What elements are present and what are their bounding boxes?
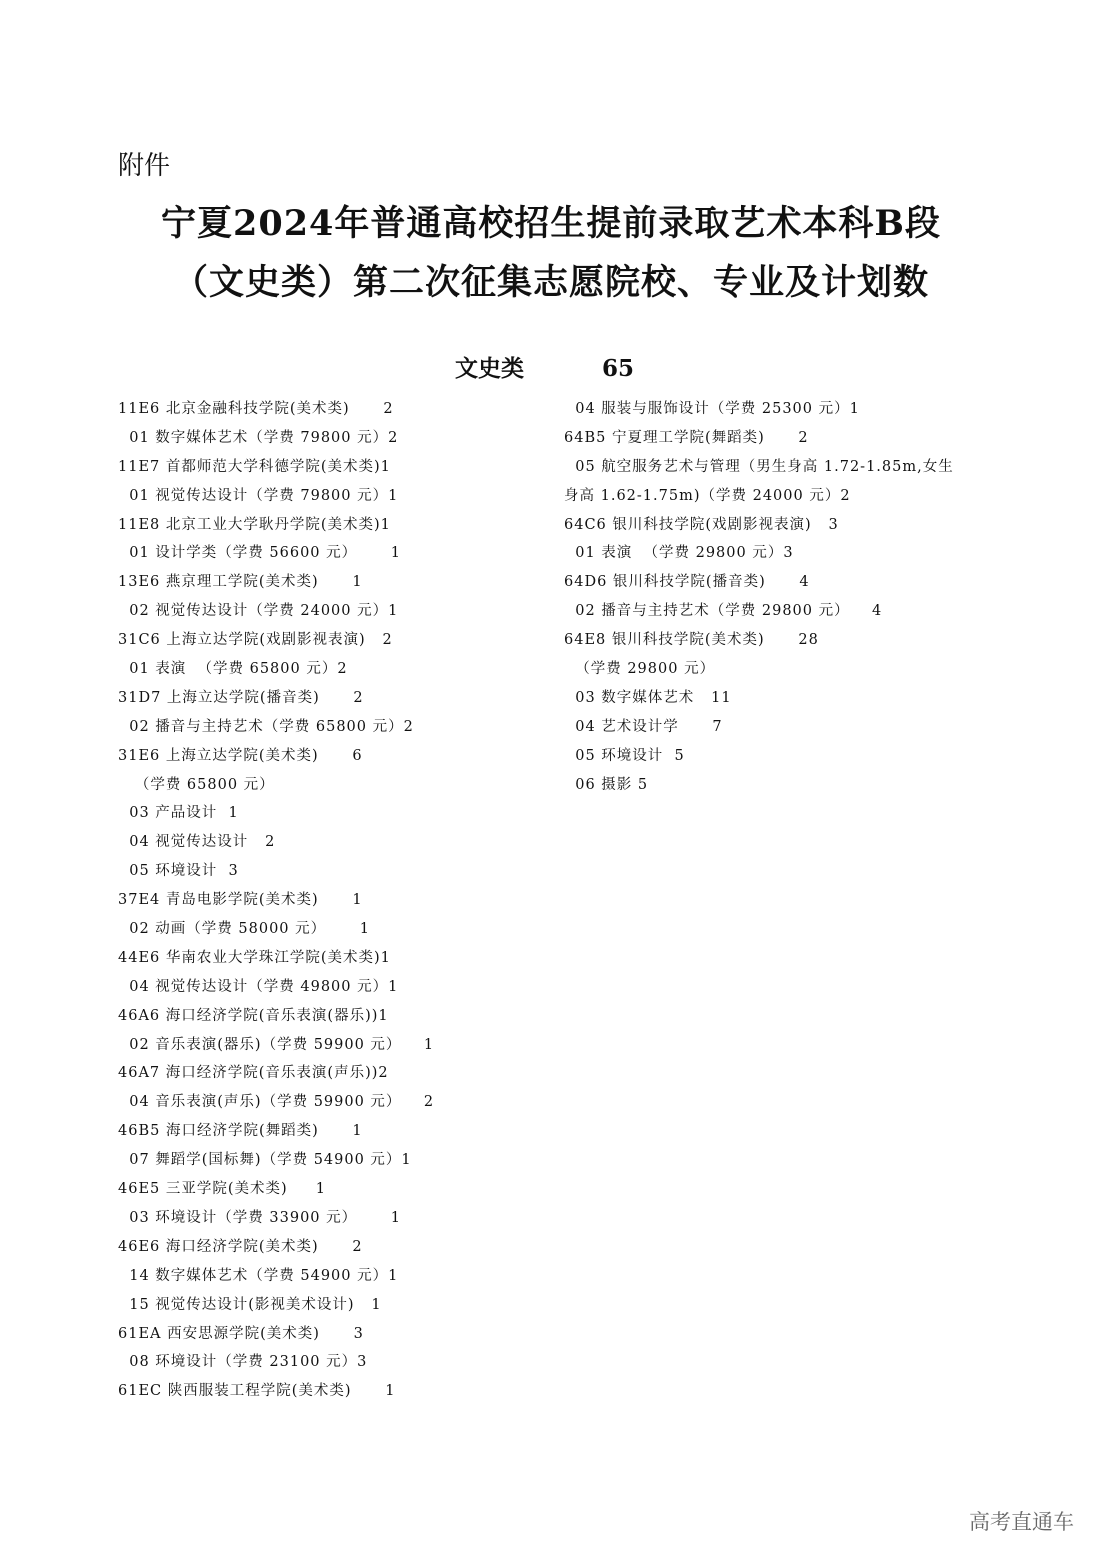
list-item: 61EA 西安思源学院(美术类) 3 [118,1325,364,1342]
left-column [118,397,434,1408]
list-item: 31D7 上海立达学院(播音类) 2 [118,689,364,706]
list-item: 37E4 青岛电影学院(美术类) 1 [118,892,363,909]
list-item: 64C6 银川科技学院(戏剧影视表演) 3 [564,516,839,533]
list-item: 61EC 陕西服装工程学院(美术类) 1 [118,1383,396,1400]
list-item: 15 视觉传达设计(影视美术设计) 1 [118,1296,382,1313]
list-item: 14 数字媒体艺术（学费 54900 元）1 [118,1267,399,1284]
list-item: 02 播音与主持艺术（学费 65800 元）2 [118,718,414,735]
list-item: 03 数字媒体艺术 11 [564,689,732,706]
list-item: 64E8 银川科技学院(美术类) 28 [564,632,819,649]
right-column [564,397,954,801]
list-item: 03 环境设计（学费 33900 元） 1 [118,1209,402,1226]
list-item: 身高 1.62-1.75m)（学费 24000 元）2 [564,487,851,504]
list-item: 06 摄影 5 [564,776,649,793]
list-item: 46A7 海口经济学院(音乐表演(声乐))2 [118,1065,389,1082]
list-item: 02 动画（学费 58000 元） 1 [118,921,371,938]
list-item: 02 音乐表演(器乐)（学费 59900 元） 1 [118,1036,435,1053]
list-item: 04 音乐表演(声乐)（学费 59900 元） 2 [118,1094,435,1111]
list-item: 01 设计学类（学费 56600 元） 1 [118,545,402,562]
list-item: 01 数字媒体艺术（学费 79800 元）2 [118,429,399,446]
list-item: 04 服装与服饰设计（学费 25300 元）1 [564,401,860,417]
document-title-line-2: （文史类）第二次征集志愿院校、专业及计划数 [172,262,929,303]
list-item: 44E6 华南农业大学珠江学院(美术类)1 [118,949,391,966]
list-item: 31C6 上海立达学院(戏剧影视表演) 2 [118,632,393,649]
list-item: 04 视觉传达设计（学费 49800 元）1 [118,978,399,995]
list-item: 64B5 宁夏理工学院(舞蹈类) 2 [564,429,809,446]
list-item: 02 播音与主持艺术（学费 29800 元） 4 [564,603,883,620]
list-item: 13E6 燕京理工学院(美术类) 1 [118,574,363,591]
list-item: 01 表演 （学费 65800 元）2 [118,661,348,678]
list-item: 04 艺术设计学 7 [564,718,723,735]
section-total: 65 [602,355,635,382]
list-item: 07 舞蹈学(国标舞)（学费 54900 元）1 [118,1152,412,1169]
list-item: 46E5 三亚学院(美术类) 1 [118,1181,326,1198]
list-item: 03 产品设计 1 [118,805,239,822]
list-item: 05 航空服务艺术与管理（男生身高 1.72-1.85m,女生 [564,458,954,475]
list-item: 11E8 北京工业大学耿丹学院(美术类)1 [118,516,391,533]
list-item: 46B5 海口经济学院(舞蹈类) 1 [118,1123,363,1140]
list-item: （学费 29800 元） [564,661,716,678]
list-item: 04 视觉传达设计 2 [118,834,276,851]
list-item: 05 环境设计 3 [118,863,239,880]
list-item: 11E6 北京金融科技学院(美术类) 2 [118,401,394,417]
list-item: 01 视觉传达设计（学费 79800 元）1 [118,487,399,504]
list-item: 64D6 银川科技学院(播音类) 4 [564,574,810,591]
list-item: 46A6 海口经济学院(音乐表演(器乐))1 [118,1007,389,1024]
watermark: 高考直通车 [969,1510,1074,1534]
list-item: 05 环境设计 5 [564,747,685,764]
section-name: 文史类 [455,355,524,382]
list-item: 31E6 上海立达学院(美术类) 6 [118,747,363,764]
list-item: 02 视觉传达设计（学费 24000 元）1 [118,603,399,620]
section-heading [455,350,634,383]
list-item: 08 环境设计（学费 23100 元）3 [118,1354,368,1371]
attachment-label: 附件 [118,151,171,181]
list-item: （学费 65800 元） [118,776,275,793]
document-title-line-1: 宁夏2024年普通高校招生提前录取艺术本科B段 [161,203,941,244]
list-item: 46E6 海口经济学院(美术类) 2 [118,1238,363,1255]
list-item: 11E7 首都师范大学科德学院(美术类)1 [118,458,391,475]
list-item: 01 表演 （学费 29800 元）3 [564,545,794,562]
